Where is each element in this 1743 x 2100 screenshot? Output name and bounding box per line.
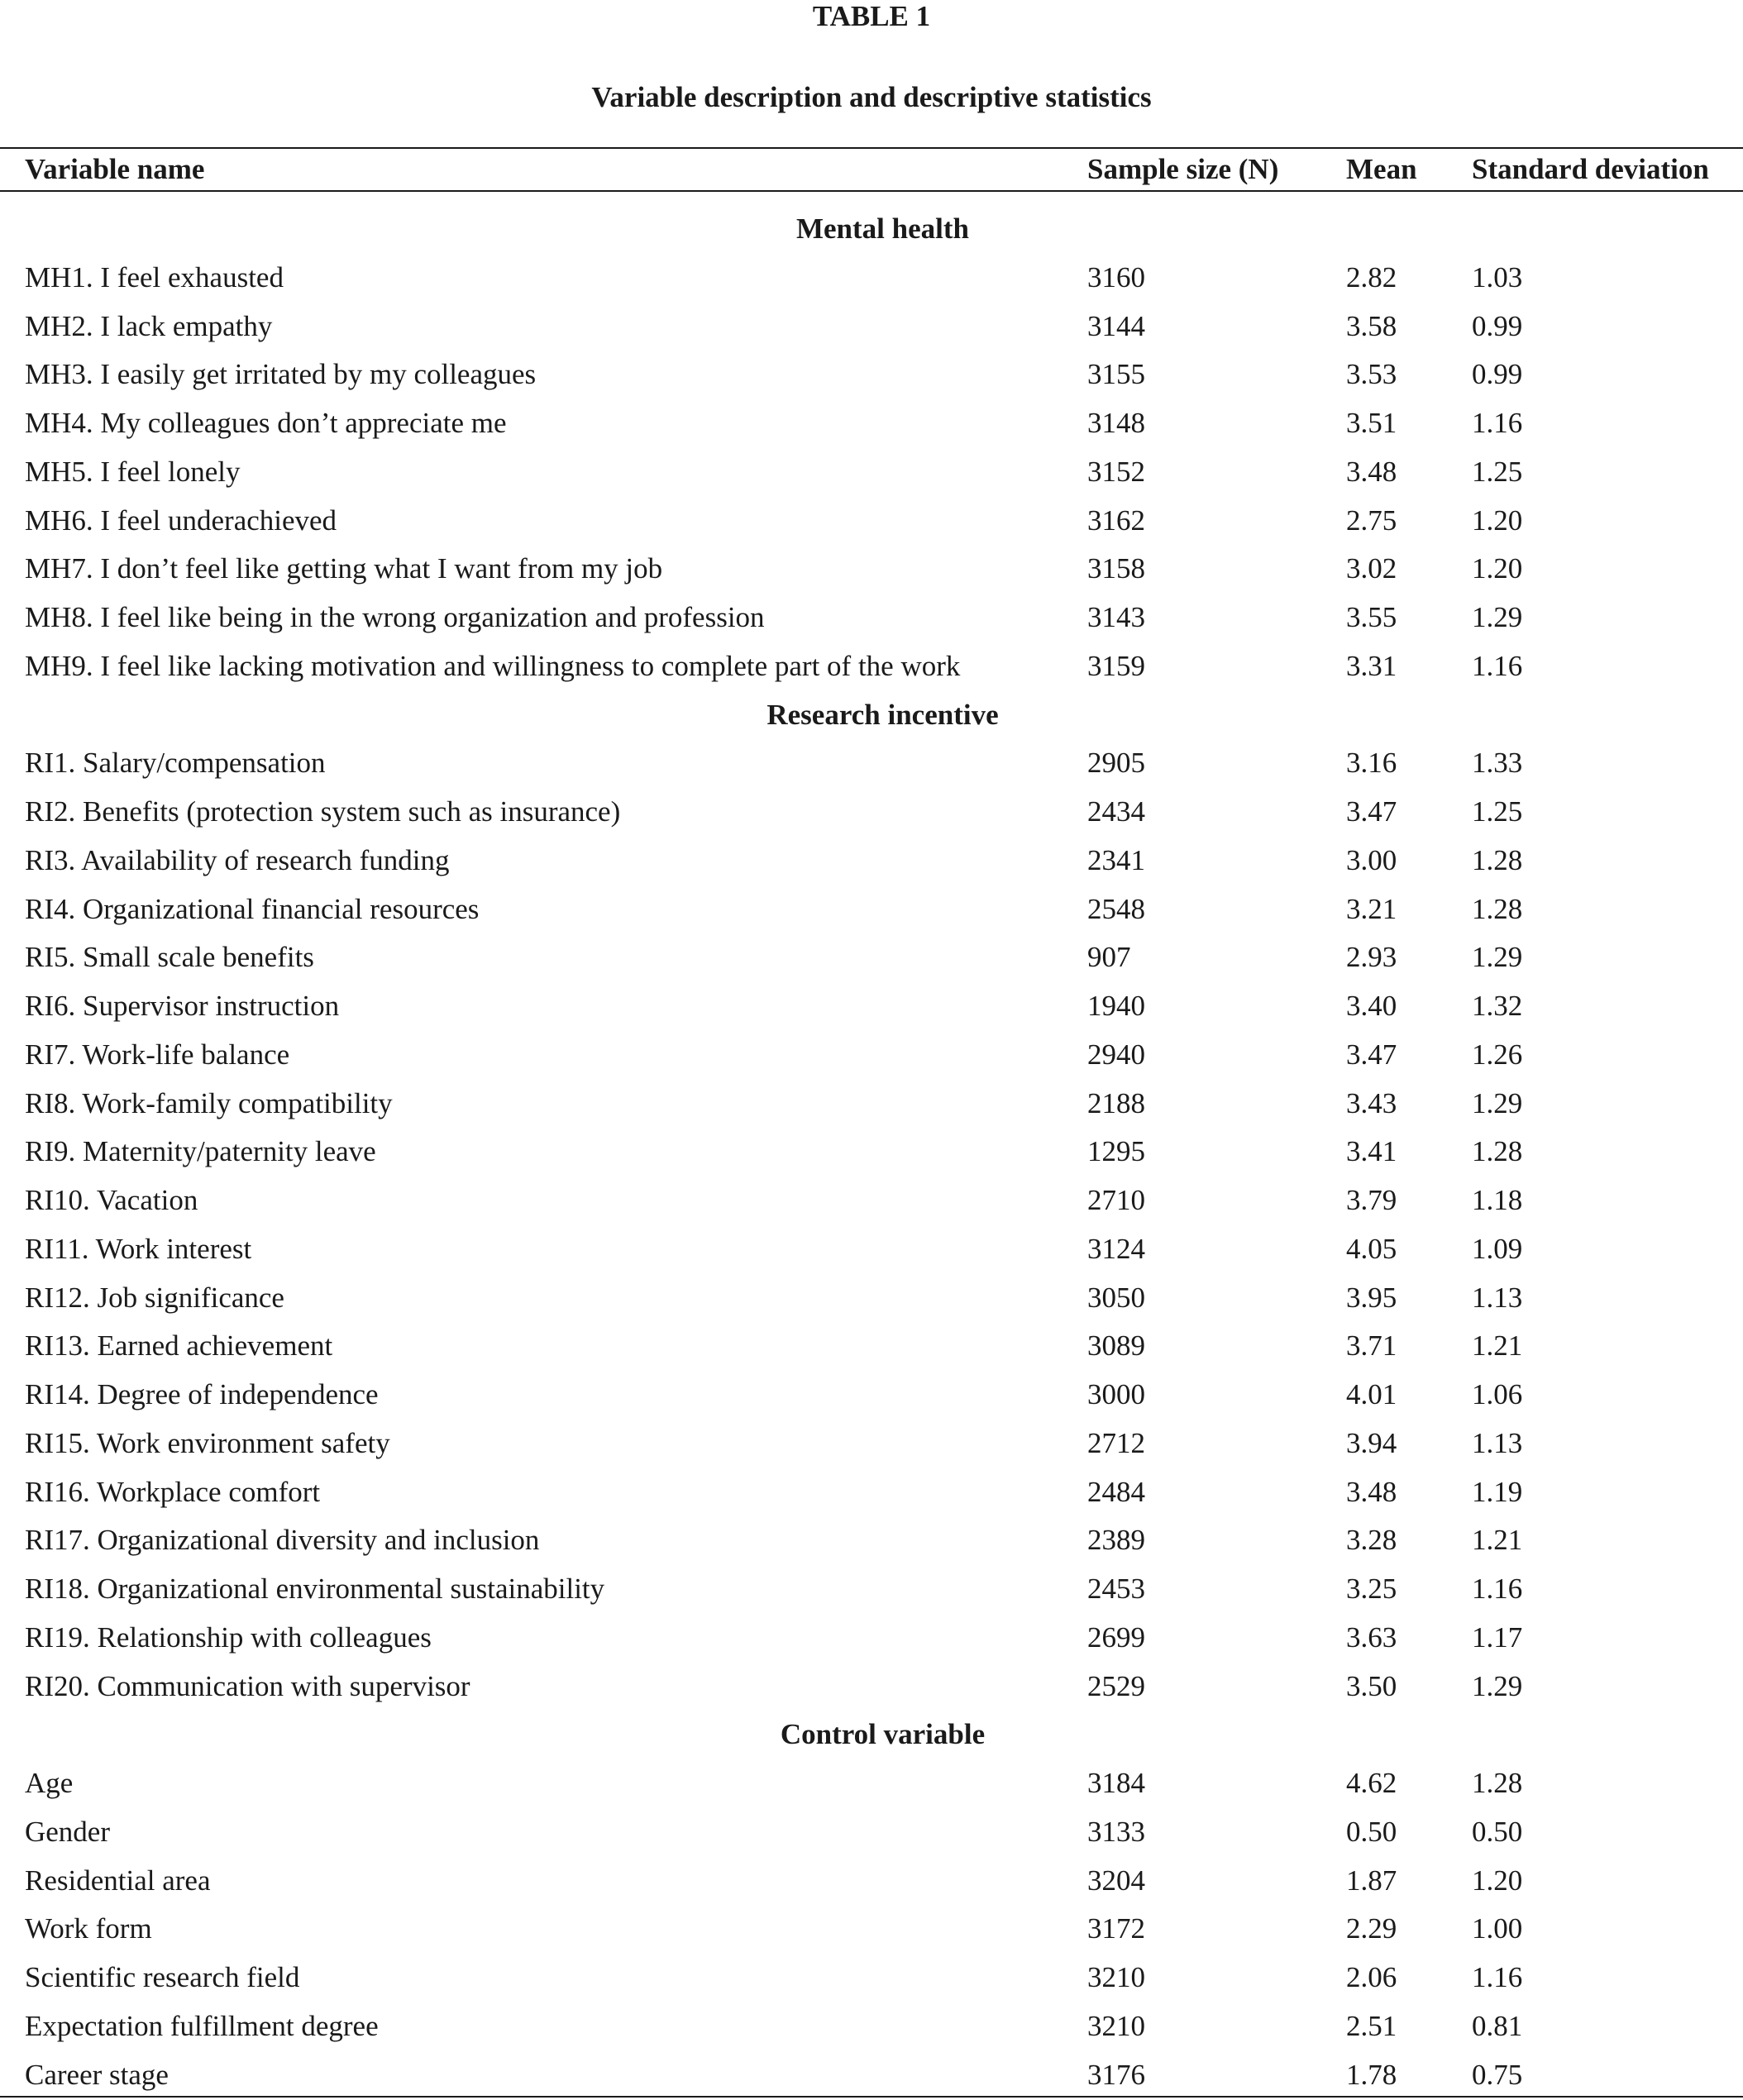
sample-size-cell: 2434: [1087, 795, 1145, 828]
sample-size-cell: 3144: [1087, 309, 1145, 342]
column-header-sample-size: Sample size (N): [1087, 153, 1279, 185]
table-row: [0, 2059, 1743, 2092]
sample-size-cell: 3133: [1087, 1815, 1145, 1848]
table-row: [0, 407, 1743, 440]
standard-deviation-cell: 1.32: [1472, 990, 1523, 1022]
table-row: [0, 1378, 1743, 1411]
variable-name-cell: RI20. Communication with supervisor: [25, 1669, 470, 1702]
sample-size-cell: 2529: [1087, 1669, 1145, 1702]
variable-name-cell: RI14. Degree of independence: [25, 1378, 379, 1410]
variable-name-cell: RI8. Work-family compatibility: [25, 1086, 393, 1119]
table-row: [0, 1767, 1743, 1800]
table-row: [0, 1233, 1743, 1266]
table-bottom-rule: [0, 2096, 1743, 2098]
variable-name-cell: MH1. I feel exhausted: [25, 260, 284, 294]
variable-name-cell: MH8. I feel like being in the wrong organization and profession: [25, 601, 765, 633]
sample-size-cell: 3162: [1087, 504, 1145, 537]
sample-size-cell: 3172: [1087, 1912, 1145, 1945]
standard-deviation-cell: 1.13: [1472, 1281, 1523, 1314]
section-title: Research incentive: [766, 698, 999, 731]
table-row: [0, 1670, 1743, 1703]
standard-deviation-cell: 1.18: [1472, 1184, 1523, 1216]
standard-deviation-cell: 1.25: [1472, 795, 1523, 828]
standard-deviation-cell: 1.25: [1472, 455, 1523, 488]
standard-deviation-cell: 1.28: [1472, 892, 1523, 925]
table-row: [0, 1524, 1743, 1557]
sample-size-cell: 3184: [1087, 1767, 1145, 1799]
standard-deviation-cell: 1.21: [1472, 1329, 1523, 1363]
variable-name-cell: RI4. Organizational financial resources: [25, 892, 480, 925]
variable-name-cell: RI16. Workplace comfort: [25, 1475, 321, 1508]
table-row: [0, 504, 1743, 537]
standard-deviation-cell: 1.16: [1472, 649, 1523, 682]
mean-cell: 0.50: [1346, 1815, 1397, 1848]
variable-name-cell: RI11. Work interest: [25, 1232, 252, 1265]
variable-name-cell: Scientific research field: [25, 1961, 300, 1993]
table-row: [0, 795, 1743, 828]
table-row: [0, 844, 1743, 877]
sample-size-cell: 2453: [1087, 1573, 1145, 1605]
standard-deviation-cell: 0.81: [1472, 2009, 1523, 2042]
sample-size-cell: 2699: [1087, 1620, 1145, 1654]
sample-size-cell: 3176: [1087, 2058, 1145, 2091]
mean-cell: 3.48: [1346, 1475, 1397, 1508]
sample-size-cell: 2940: [1087, 1038, 1145, 1071]
variable-name-cell: MH3. I easily get irritated by my colleagues: [25, 358, 537, 391]
standard-deviation-cell: 0.50: [1472, 1815, 1523, 1848]
variable-name-cell: MH7. I don’t feel like getting what I want from my job: [25, 552, 663, 585]
sample-size-cell: 3089: [1087, 1329, 1145, 1363]
variable-name-cell: MH9. I feel like lacking motivation and willingness to complete part of the work: [25, 649, 961, 682]
table-row: [0, 1038, 1743, 1071]
sample-size-cell: 3160: [1087, 260, 1145, 294]
column-header-standard-deviation: Standard deviation: [1472, 153, 1709, 185]
variable-name-cell: RI17. Organizational diversity and inclusion: [25, 1524, 540, 1557]
sample-size-cell: 3210: [1087, 2009, 1145, 2042]
standard-deviation-cell: 1.09: [1472, 1232, 1523, 1265]
table-row: [0, 310, 1743, 343]
mean-cell: 3.58: [1346, 309, 1397, 342]
section-title: Mental health: [795, 212, 969, 245]
table-row: [0, 1427, 1743, 1460]
table-row: [0, 601, 1743, 634]
table-row: [0, 358, 1743, 391]
table-row: [0, 650, 1743, 683]
mean-cell: 4.62: [1346, 1767, 1397, 1799]
mean-cell: 2.75: [1346, 504, 1397, 537]
mean-cell: 3.31: [1346, 649, 1397, 682]
variable-name-cell: Work form: [25, 1912, 152, 1945]
standard-deviation-cell: 1.26: [1472, 1038, 1523, 1071]
standard-deviation-cell: 1.29: [1472, 601, 1523, 633]
standard-deviation-cell: 1.28: [1472, 843, 1523, 876]
mean-cell: 3.94: [1346, 1426, 1397, 1459]
standard-deviation-cell: 1.16: [1472, 1573, 1523, 1605]
table-row: [0, 990, 1743, 1023]
variable-name-cell: Expectation fulfillment degree: [25, 2009, 379, 2042]
mean-cell: 2.06: [1346, 1961, 1397, 1993]
table-row: [0, 1135, 1743, 1168]
sample-size-cell: 3155: [1087, 358, 1145, 391]
mean-cell: 3.79: [1346, 1184, 1397, 1216]
column-header-mean: Mean: [1346, 153, 1417, 185]
section-header: [0, 212, 1743, 246]
sample-size-cell: 1295: [1087, 1135, 1145, 1168]
standard-deviation-cell: 1.17: [1472, 1620, 1523, 1654]
sample-size-cell: 3152: [1087, 455, 1145, 488]
variable-name-cell: RI1. Salary/compensation: [25, 747, 326, 780]
sample-size-cell: 2341: [1087, 843, 1145, 876]
sample-size-cell: 3050: [1087, 1281, 1145, 1314]
table-header-row: [0, 153, 1743, 186]
standard-deviation-cell: 1.13: [1472, 1426, 1523, 1459]
variable-name-cell: RI3. Availability of research funding: [25, 843, 450, 876]
mean-cell: 3.47: [1346, 1038, 1397, 1071]
table-row: [0, 1864, 1743, 1897]
standard-deviation-cell: 0.75: [1472, 2058, 1523, 2091]
mean-cell: 3.53: [1346, 358, 1397, 391]
sample-size-cell: 3124: [1087, 1232, 1145, 1265]
table-row: [0, 747, 1743, 780]
standard-deviation-cell: 1.29: [1472, 941, 1523, 974]
mean-cell: 3.71: [1346, 1329, 1397, 1363]
table-row: [0, 1087, 1743, 1120]
sample-size-cell: 3204: [1087, 1864, 1145, 1897]
standard-deviation-cell: 1.16: [1472, 1961, 1523, 1993]
mean-cell: 3.21: [1346, 892, 1397, 925]
table-row: [0, 552, 1743, 585]
standard-deviation-cell: 1.03: [1472, 260, 1523, 294]
table-row: [0, 941, 1743, 974]
standard-deviation-cell: 0.99: [1472, 358, 1523, 391]
standard-deviation-cell: 1.29: [1472, 1669, 1523, 1702]
variable-name-cell: RI18. Organizational environmental sustainability: [25, 1573, 605, 1605]
table-row: [0, 1281, 1743, 1315]
sample-size-cell: 1940: [1087, 990, 1145, 1022]
table-row: [0, 1816, 1743, 1849]
table-row: [0, 1573, 1743, 1606]
standard-deviation-cell: 1.16: [1472, 407, 1523, 439]
mean-cell: 4.05: [1346, 1232, 1397, 1265]
table-row: [0, 1961, 1743, 1994]
variable-name-cell: RI13. Earned achievement: [25, 1329, 333, 1363]
mean-cell: 3.28: [1346, 1524, 1397, 1557]
variable-name-cell: RI10. Vacation: [25, 1184, 198, 1216]
standard-deviation-cell: 1.28: [1472, 1767, 1523, 1799]
standard-deviation-cell: 1.33: [1472, 747, 1523, 780]
standard-deviation-cell: 1.28: [1472, 1135, 1523, 1168]
table-row: [0, 2010, 1743, 2043]
mean-cell: 3.41: [1346, 1135, 1397, 1168]
sample-size-cell: 2905: [1087, 747, 1145, 780]
variable-name-cell: MH5. I feel lonely: [25, 455, 241, 488]
mean-cell: 4.01: [1346, 1378, 1397, 1410]
variable-name-cell: RI19. Relationship with colleagues: [25, 1620, 432, 1654]
sample-size-cell: 2710: [1087, 1184, 1145, 1216]
mean-cell: 3.51: [1346, 407, 1397, 439]
table-row: [0, 1329, 1743, 1363]
mean-cell: 3.16: [1346, 747, 1397, 780]
mean-cell: 2.82: [1346, 260, 1397, 294]
variable-name-cell: RI7. Work-life balance: [25, 1038, 290, 1071]
table-label: TABLE 1: [812, 0, 931, 32]
standard-deviation-cell: 1.29: [1472, 1086, 1523, 1119]
sample-size-cell: 3000: [1087, 1378, 1145, 1410]
sample-size-cell: 3158: [1087, 552, 1145, 585]
mean-cell: 3.02: [1346, 552, 1397, 585]
variable-name-cell: RI9. Maternity/paternity leave: [25, 1135, 376, 1168]
table-row: [0, 261, 1743, 294]
variable-name-cell: RI15. Work environment safety: [25, 1426, 390, 1459]
column-header-variable-name: Variable name: [25, 153, 205, 185]
variable-name-cell: RI12. Job significance: [25, 1281, 284, 1314]
mean-cell: 3.40: [1346, 990, 1397, 1022]
mean-cell: 1.78: [1346, 2058, 1397, 2091]
sample-size-cell: 3159: [1087, 649, 1145, 682]
table-row: [0, 893, 1743, 926]
standard-deviation-cell: 1.20: [1472, 1864, 1523, 1897]
mean-cell: 3.43: [1346, 1086, 1397, 1119]
variable-name-cell: RI5. Small scale benefits: [25, 941, 314, 974]
mean-cell: 3.50: [1346, 1669, 1397, 1702]
variable-name-cell: MH6. I feel underachieved: [25, 504, 337, 537]
table-row: [0, 1621, 1743, 1654]
table-row: [0, 1184, 1743, 1217]
table-row: [0, 456, 1743, 489]
sample-size-cell: 3148: [1087, 407, 1145, 439]
section-header: [0, 699, 1743, 732]
variable-name-cell: MH4. My colleagues don’t appreciate me: [25, 407, 507, 439]
mean-cell: 2.93: [1346, 941, 1397, 974]
table-header-rule: [0, 190, 1743, 192]
mean-cell: 3.25: [1346, 1573, 1397, 1605]
sample-size-cell: 2188: [1087, 1086, 1145, 1119]
variable-name-cell: RI6. Supervisor instruction: [25, 990, 340, 1022]
sample-size-cell: 3143: [1087, 601, 1145, 633]
mean-cell: 3.47: [1346, 795, 1397, 828]
mean-cell: 3.00: [1346, 843, 1397, 876]
table-row: [0, 1912, 1743, 1945]
sample-size-cell: 2484: [1087, 1475, 1145, 1508]
variable-name-cell: MH2. I lack empathy: [25, 309, 273, 342]
sample-size-cell: 907: [1087, 941, 1131, 974]
variable-name-cell: Residential area: [25, 1864, 211, 1897]
mean-cell: 3.63: [1346, 1620, 1397, 1654]
mean-cell: 3.48: [1346, 455, 1397, 488]
sample-size-cell: 3210: [1087, 1961, 1145, 1993]
standard-deviation-cell: 1.00: [1472, 1912, 1523, 1945]
variable-name-cell: RI2. Benefits (protection system such as insurance): [25, 795, 621, 828]
mean-cell: 3.95: [1346, 1281, 1397, 1314]
standard-deviation-cell: 1.20: [1472, 552, 1523, 585]
table-row: [0, 1476, 1743, 1509]
mean-cell: 1.87: [1346, 1864, 1397, 1897]
sample-size-cell: 2712: [1087, 1426, 1145, 1459]
mean-cell: 3.55: [1346, 601, 1397, 633]
mean-cell: 2.51: [1346, 2009, 1397, 2042]
sample-size-cell: 2548: [1087, 892, 1145, 925]
table-top-rule: [0, 147, 1743, 149]
standard-deviation-cell: 0.99: [1472, 309, 1523, 342]
variable-name-cell: Career stage: [25, 2058, 169, 2091]
standard-deviation-cell: 1.21: [1472, 1524, 1523, 1557]
table-caption: Variable description and descriptive statistics: [591, 81, 1152, 113]
standard-deviation-cell: 1.06: [1472, 1378, 1523, 1410]
mean-cell: 2.29: [1346, 1912, 1397, 1945]
section-title: Control variable: [780, 1718, 986, 1751]
sample-size-cell: 2389: [1087, 1524, 1145, 1557]
standard-deviation-cell: 1.20: [1472, 504, 1523, 537]
variable-name-cell: Gender: [25, 1815, 111, 1848]
variable-name-cell: Age: [25, 1767, 74, 1799]
section-header: [0, 1718, 1743, 1751]
standard-deviation-cell: 1.19: [1472, 1475, 1523, 1508]
